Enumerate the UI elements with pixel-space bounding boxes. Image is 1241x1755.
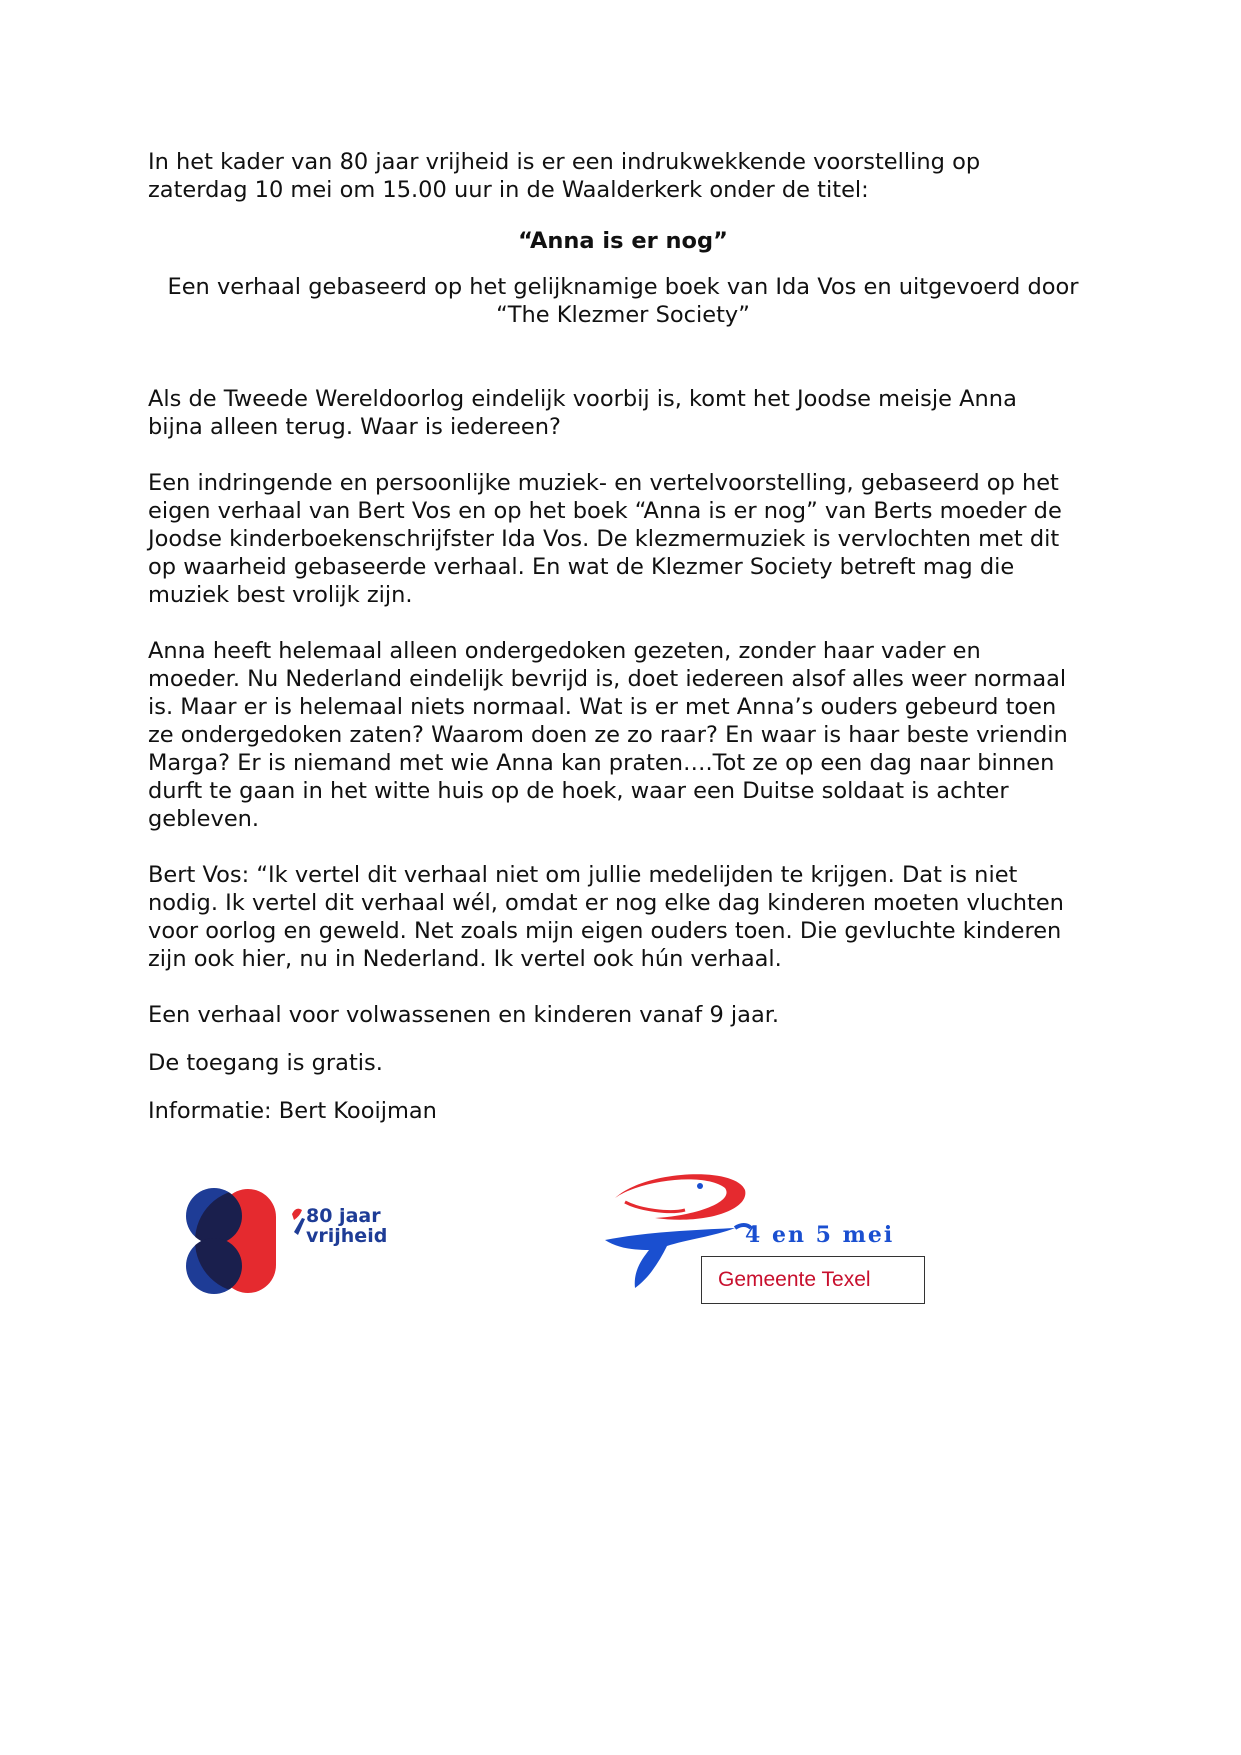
logo45-text: 4 en 5 mei bbox=[745, 1222, 895, 1248]
logo80-text-2: vrijheid bbox=[306, 1225, 388, 1247]
intro-line-2: zaterdag 10 mei om 15.00 uur in de Waalderkerk onder de titel: bbox=[148, 177, 869, 203]
paragraph-line: eigen verhaal van Bert Vos en op het boek “Anna is er nog” van Berts moeder de bbox=[148, 498, 1062, 524]
paragraph-story bbox=[148, 637, 1098, 833]
entry-line: De toegang is gratis. bbox=[148, 1050, 383, 1076]
paragraph-line: muziek best vrolijk zijn. bbox=[148, 582, 413, 608]
paragraph-line: Joodse kinderboekenschrijfster Ida Vos. De klezmermuziek is vervlochten met dit bbox=[148, 526, 1060, 552]
intro-paragraph bbox=[148, 148, 1098, 204]
audience-line: Een verhaal voor volwassenen en kinderen vanaf 9 jaar. bbox=[148, 1002, 780, 1028]
paragraph-line: Marga? Er is niemand met wie Anna kan praten….Tot ze op een dag naar binnen bbox=[148, 750, 1055, 776]
paragraph-line: Anna heeft helemaal alleen ondergedoken gezeten, zonder haar vader en bbox=[148, 638, 981, 664]
paragraph-performance bbox=[148, 469, 1098, 609]
info-line: Informatie: Bert Kooijman bbox=[148, 1098, 437, 1124]
blue-dot-icon bbox=[697, 1183, 703, 1189]
paragraph-line: Bert Vos: “Ik vertel dit verhaal niet om jullie medelijden te krijgen. Dat is niet bbox=[148, 862, 1018, 888]
subtitle-line-2: “The Klezmer Society” bbox=[496, 302, 750, 328]
80-jaar-vrijheid-logo bbox=[182, 1186, 422, 1296]
logo80-text-1: 80 jaar bbox=[306, 1205, 381, 1227]
gemeente-texel-box: Gemeente Texel bbox=[701, 1256, 925, 1304]
paragraph-line: is. Maar er is helemaal niets normaal. Wat is er met Anna’s ouders gebeurd toen bbox=[148, 694, 1057, 720]
paragraph-line: Een indringende en persoonlijke muziek- en vertelvoorstelling, gebaseerd op het bbox=[148, 470, 1059, 496]
intro-line-1: In het kader van 80 jaar vrijheid is er een indrukwekkende voorstelling op bbox=[148, 149, 981, 175]
subtitle-line-1: Een verhaal gebaseerd op het gelijknamige boek van Ida Vos en uitgevoerd door bbox=[167, 274, 1079, 300]
paragraph-line: bijna alleen terug. Waar is iedereen? bbox=[148, 414, 561, 440]
paragraph-line: voor oorlog en geweld. Net zoals mijn eigen ouders toen. Die gevluchte kinderen bbox=[148, 918, 1062, 944]
paragraph-line: Als de Tweede Wereldoorlog eindelijk voorbij is, komt het Joodse meisje Anna bbox=[148, 386, 1017, 412]
event-subtitle bbox=[148, 273, 1098, 329]
event-title: “Anna is er nog” bbox=[518, 228, 728, 254]
logo-stroke-icon bbox=[294, 1218, 305, 1235]
logo-flame-icon bbox=[292, 1209, 302, 1220]
paragraph-line: op waarheid gebaseerde verhaal. En wat de Klezmer Society betreft mag die bbox=[148, 554, 1015, 580]
red-swirl-icon bbox=[615, 1174, 745, 1220]
paragraph-line: durft te gaan in het witte huis op de hoek, waar een Duitse soldaat is achter bbox=[148, 778, 1009, 804]
paragraph-quote bbox=[148, 861, 1098, 973]
paragraph-line: zijn ook hier, nu in Nederland. Ik vertel ook hún verhaal. bbox=[148, 946, 782, 972]
paragraph-line: gebleven. bbox=[148, 806, 260, 832]
paragraph-line: ze ondergedoken zaten? Waarom doen ze zo raar? En waar is haar beste vriendin bbox=[148, 722, 1068, 748]
paragraph-line: nodig. Ik vertel dit verhaal wél, omdat er nog elke dag kinderen moeten vluchten bbox=[148, 890, 1064, 916]
paragraph-line: moeder. Nu Nederland eindelijk bevrijd is, doet iedereen alsof alles weer normaal bbox=[148, 666, 1067, 692]
paragraph-return bbox=[148, 385, 1098, 441]
